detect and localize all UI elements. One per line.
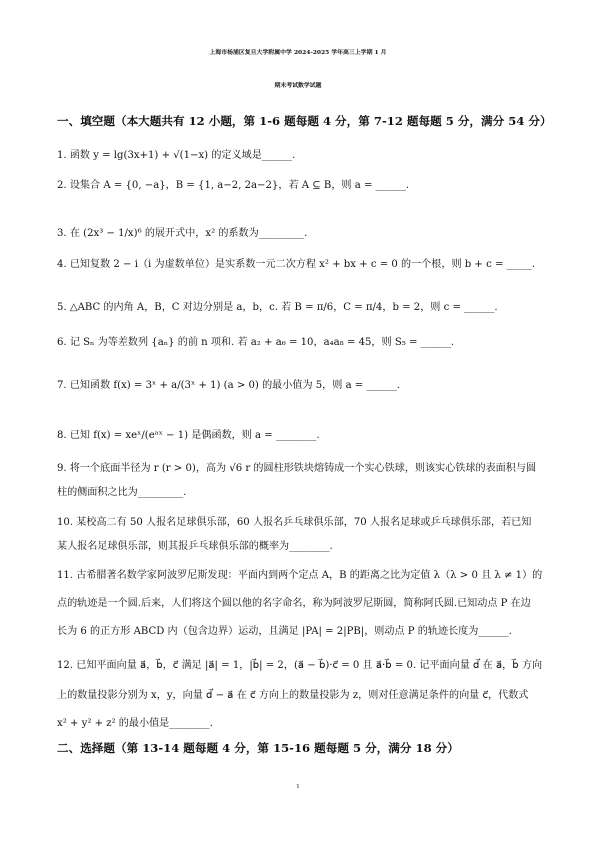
question-12-line1: 12. 已知平面向量 a⃗，b⃗，c⃗ 满足 |a⃗| = 1，|b⃗| = 2，(a⃗ − b⃗)·c⃗ = 0 且 a⃗·b⃗ = 0. 记平面向量 d⃗ 在 a⃗，b⃗ 方向 xyxy=(57,660,543,671)
question-2: 2. 设集合 A = {0, −a}，B = {1, a−2, 2a−2}，若 A ⊆ B，则 a = ______. xyxy=(57,180,410,191)
section-1-heading: 一、填空题（本大题共有 12 小题，第 1-6 题每题 4 分，第 7-12 题每题 5 分，满分 54 分） xyxy=(57,114,552,128)
page-number: 1 xyxy=(296,784,300,790)
question-12-line2: 上的数量投影分别为 x，y，向量 d⃗ − a⃗ 在 c⃗ 方向上的数量投影为 z，则对任意满足条件的向量 c⃗，代数式 xyxy=(57,690,529,701)
question-9-line1: 9. 将一个底面半径为 r (r > 0)，高为 √6 r 的圆柱形铁块熔铸成一个实心铁球，则该实心铁球的表面积与圆 xyxy=(57,463,537,474)
question-1: 1. 函数 y = lg(3x+1) + √(1−x) 的定义域是______. xyxy=(57,150,296,161)
question-4: 4. 已知复数 2 − i（i 为虚数单位）是实系数一元二次方程 x² + bx + c = 0 的一个根，则 b + c = _____. xyxy=(57,259,536,270)
question-3: 3. 在 (2x³ − 1/x)⁶ 的展开式中，x² 的系数为_________. xyxy=(57,228,308,239)
question-7: 7. 已知函数 f(x) = 3ˣ + a/(3ˣ + 1) (a > 0) 的最小值为 5，则 a = ______. xyxy=(57,380,400,391)
question-11-line1: 11. 古希腊著名数学家阿波罗尼斯发现：平面内到两个定点 A，B 的距离之比为定值 λ（λ > 0 且 λ ≠ 1）的 xyxy=(57,570,543,581)
exam-title-line2: 期末考试数学试题 xyxy=(274,82,322,89)
question-10-line1: 10. 某校高二有 50 人报名足球俱乐部，60 人报名乒乓球俱乐部，70 人报名足球或乒乓球俱乐部，若已知 xyxy=(57,517,532,528)
question-10-line2: 某人报名足球俱乐部，则其报乒乓球俱乐部的概率为________. xyxy=(57,541,333,552)
question-8: 8. 已知 f(x) = xeˣ/(eᵃˣ − 1) 是偶函数，则 a = ________. xyxy=(57,430,320,441)
section-2-heading: 二、选择题（第 13-14 题每题 4 分，第 15-16 题每题 5 分，满分 18 分） xyxy=(57,741,459,755)
question-12-line3: x² + y² + z² 的最小值是________. xyxy=(57,718,213,729)
exam-title-line1: 上海市杨浦区复旦大学附属中学 2024-2025 学年高三上学期 1 月 xyxy=(209,49,387,56)
question-11-line2: 点的轨迹是一个圆.后来，人们将这个圆以他的名字命名，称为阿波罗尼斯圆，简称阿氏圆.已知动点 P 在边 xyxy=(57,598,531,609)
question-5: 5. △ABC 的内角 A，B，C 对边分别是 a，b，c. 若 B = π/6，C = π/4，b = 2，则 c = ______. xyxy=(57,302,498,313)
question-11-line3: 长为 6 的正方形 ABCD 内（包含边界）运动，且满足 |PA| = 2|PB|，则动点 P 的轨迹长度为______. xyxy=(57,626,512,637)
question-6: 6. 记 Sₙ 为等差数列 {aₙ} 的前 n 项和. 若 a₂ + a₆ = 10，a₄a₈ = 45，则 S₅ = ______. xyxy=(57,337,455,348)
question-9-line2: 柱的侧面积之比为_________. xyxy=(57,487,187,498)
